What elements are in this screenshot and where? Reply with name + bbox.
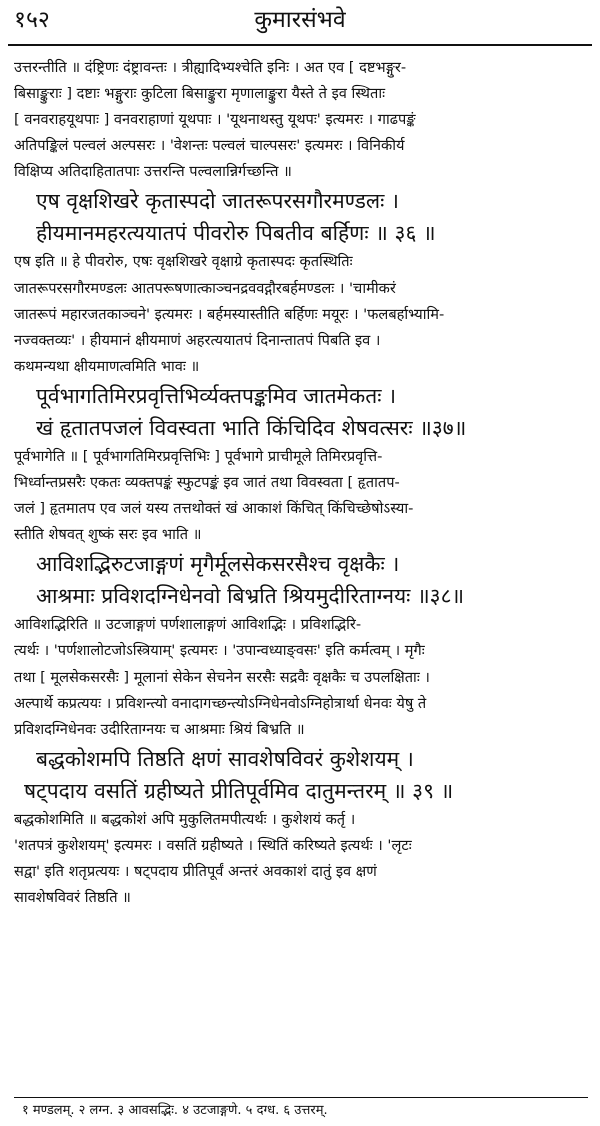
commentary-line: बद्धकोशमिति ॥ बद्धकोशं अपि मुकुलितमपीत्यर्थः । कुशेशयं कर्तृ । [14, 810, 356, 828]
commentary-line: सद्वा' इति शतृप्रत्ययः । षट्पदाय प्रीतिपूर्वं अन्तरं अवकाशं दातुं इव क्षणं [14, 862, 377, 880]
commentary-line: जातरूपं महारजतकाञ्चने' इत्यमरः । बर्हमस्यास्तीति बर्हिणः मयूरः । 'फलबर्हाभ्यामि- [14, 305, 445, 323]
commentary-line: बिसाङ्कुराः ] दष्टाः भङ्गुराः कुटिला बिसाङ्कुरा मृणालाङ्कुरा यैस्ते ते इव स्थिताः [14, 85, 386, 103]
commentary-line: अतिपङ्किलं पल्वलं अल्पसरः । 'वेशन्तः पल्वलं चाल्पसरः' इत्यमरः । विनिकीर्य [14, 137, 405, 155]
commentary-line: प्रविशदग्निधेनवः उदीरिताग्नयः च आश्रमाः श्रियं बिभ्रति ॥ [14, 720, 305, 738]
verse-line: आश्रमाः प्रविशदग्निधेनवो बिभ्रति श्रियमुदीरिताग्नयः ॥३८॥ [36, 584, 465, 609]
verse-line: एष वृक्षशिखरे कृतास्पदो जातरूपरसगौरमण्डलः । [36, 189, 399, 214]
commentary-line: स्तीति शेषवत् शुष्कं सरः इव भाति ॥ [14, 526, 202, 544]
footnotes: १ मण्डलम्. २ लग्न. ३ आवसद्भिः. ४ उटजाङ्गणे. ५ दग्ध. ६ उत्तरम्. [22, 1103, 328, 1118]
verse-line: हीयमानमहरत्ययातपं पीवरोरु पिबतीव बर्हिणः ॥ ३६ ॥ [36, 221, 436, 246]
verse-line: बद्धकोशमपि तिष्ठति क्षणं सावशेषविवरं कुशेशयम् । [36, 746, 414, 771]
commentary-line: जलं ] हृतमातप एव जलं यस्य तत्तथोक्तं खं आकाशं किंचित् किंचिच्छेषोऽस्या- [14, 500, 414, 518]
commentary-line: उत्तरन्तीति ॥ दंष्ट्रिणः दंष्ट्रावन्तः । त्रीह्यादिभ्यश्चेति इनिः । अत एव [ दष्टभङ्गुर- [14, 59, 407, 76]
page-header [0, 4, 600, 44]
commentary-line: आविशद्भिरिति ॥ उटजाङ्गणं पर्णशालाङ्गणं आविशद्भिः । प्रविशद्भिरि- [14, 616, 362, 634]
commentary-line: एष इति ॥ हे पीवरोरु, एषः वृक्षशिखरे वृक्षाग्रे कृतास्पदः कृतस्थितिः [14, 253, 353, 271]
commentary-line: जातरूपरसगौरमण्डलः आतपरूषणात्काञ्चनद्रववद्गौरबर्हमण्डलः । 'चामीकरं [14, 279, 396, 297]
header-rule [8, 44, 592, 46]
commentary-line: विक्षिप्य अतिदाहितातपाः उत्तरन्ति पल्वलान्निर्गच्छन्ति ॥ [14, 163, 292, 181]
verse-line: खं हृतातपजलं विवस्वता भाति किंचिदिव शेषवत्सरः ॥३७॥ [36, 415, 467, 440]
commentary-line: नज्वक्तव्यः' । हीयमानं क्षीयमाणं अहरत्ययातपं दिनान्तातपं पिबति इव । [14, 331, 381, 349]
commentary-line: पूर्वभागेति ॥ [ पूर्वभागतिमिरप्रवृत्तिभिः ] पूर्वभागे प्राचीमूले तिमिरप्रवृत्ति- [14, 447, 383, 465]
verse-line: पूर्वभागतिमिरप्रवृत्तिभिर्व्यक्तपङ्कमिव जातमेकतः । [36, 383, 397, 408]
commentary-line: [ वनवराहयूथपाः ] वनवराहाणां यूथपाः । 'यूथनाथस्तु यूथपः' इत्यमरः । गाढपङ्कं [14, 111, 416, 129]
commentary-line: सावशेषविवरं तिष्ठति ॥ [14, 889, 131, 907]
commentary-line: त्यर्थः । 'पर्णशालोटजोऽस्त्रियाम्' इत्यमरः । 'उपान्वध्याङ्वसः' इति कर्मत्वम् । मृगैः [14, 642, 425, 660]
commentary-line: तथा [ मूलसेकसरसैः ] मूलानां सेकेन सेचनेन सरसैः सद्रवैः वृक्षकैः च उपलक्षिताः । [14, 668, 430, 686]
verse-line: आविशद्भिरुटजाङ्गणं मृगैर्मूलसेकसरसैश्च वृक्षकैः । [36, 552, 400, 577]
verse-line: षट्पदाय वसतिं ग्रहीष्यते प्रीतिपूर्वमिव दातुमन्तरम् ॥ ३९ ॥ [24, 778, 454, 803]
page-body [14, 55, 590, 911]
commentary-line: अल्पार्थे कप्रत्ययः । प्रविशन्त्यो वनादागच्छन्त्योऽग्निधेनवोऽग्निहोत्रार्था धेनवः येषु ते [14, 694, 427, 712]
commentary-line: कथमन्यथा क्षीयमाणत्वमिति भावः ॥ [14, 357, 200, 375]
running-title: कुमारसंभवे [254, 7, 346, 33]
commentary-line: भिर्ध्वान्तप्रसरैः एकतः व्यक्तपङ्कं स्फुटपङ्कं इव जातं तथा विवस्वता [ हृतातप- [14, 474, 400, 492]
footnote-rule [14, 1097, 588, 1098]
page-number: १५२ [14, 7, 50, 33]
commentary-line: 'शतपत्रं कुशेशयम्' इत्यमरः । वसतिं ग्रहीष्यते । स्थितिं करिष्यते इत्यर्थः । 'लृटः [14, 836, 412, 854]
